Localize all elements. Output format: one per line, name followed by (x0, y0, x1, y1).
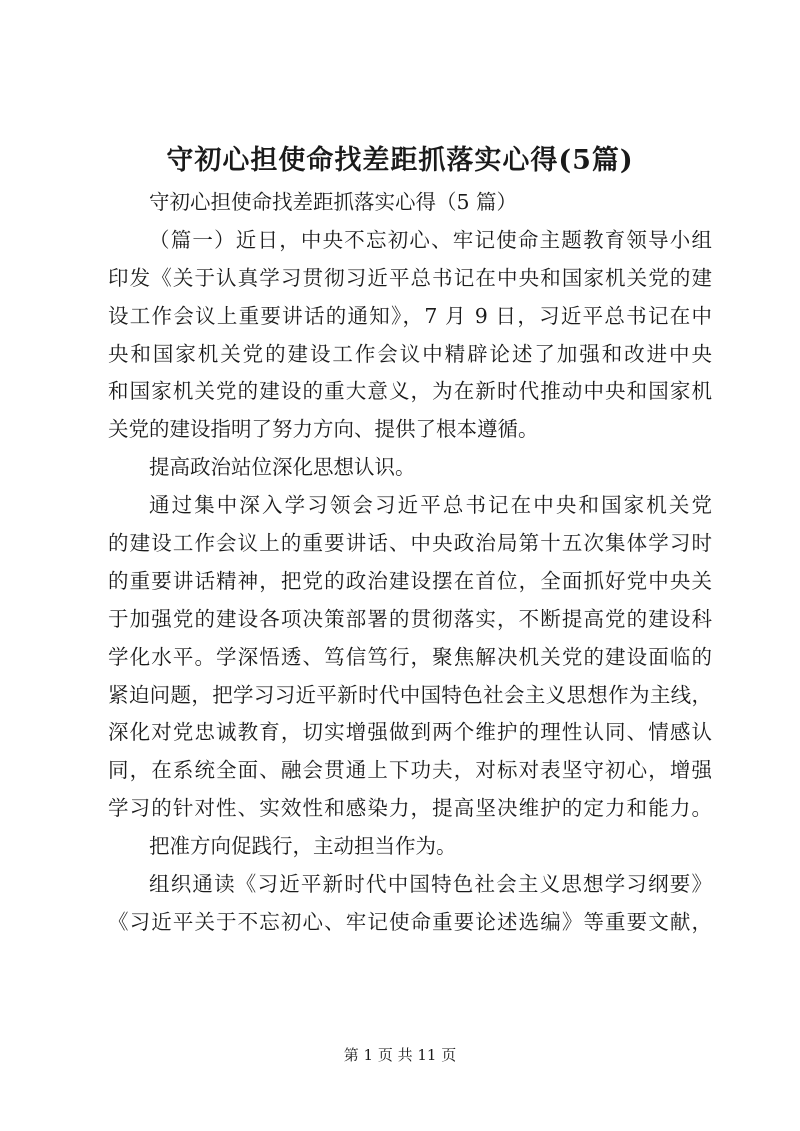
paragraph-line: 同，在系统全面、融会贯通上下功夫，对标对表坚守初心，增强 (108, 758, 712, 783)
paragraph-line: （篇一）近日，中央不忘初心、牢记使命主题教育领导小组 (149, 227, 712, 252)
paragraph-line: 的建设工作会议上的重要讲话、中央政治局第十五次集体学习时 (108, 531, 712, 556)
paragraph-line: 的重要讲话精神，把党的政治建设摆在首位，全面抓好党中央关 (108, 568, 712, 593)
section-heading-line: 提高政治站位深化思想认识。 (149, 455, 416, 480)
paragraph-line: 《习近平关于不忘初心、牢记使命重要论述选编》等重要文献， (108, 909, 712, 934)
paragraph-line: 央和国家机关党的建设工作会议中精辟论述了加强和改进中央 (108, 341, 712, 366)
paragraph-line: 和国家机关党的建设的重大意义，为在新时代推动中央和国家机 (108, 379, 712, 404)
subtitle-line: 守初心担使命找差距抓落实心得（5 篇） (149, 190, 518, 214)
paragraph-line: 设工作会议上重要讲话的通知》，7 月 9 日，习近平总书记在中 (108, 303, 712, 328)
section-heading-line: 把准方向促践行，主动担当作为。 (149, 834, 457, 859)
paragraph-line: 于加强党的建设各项决策部署的贯彻落实，不断提高党的建设科 (108, 606, 712, 631)
paragraph-line: 紧迫问题，把学习习近平新时代中国特色社会主义思想作为主线， (108, 682, 712, 707)
paragraph-line: 组织通读《习近平新时代中国特色社会主义思想学习纲要》 (149, 872, 712, 897)
document-body (108, 184, 712, 942)
page-footer (0, 1044, 800, 1066)
paragraph-line: 深化对党忠诚教育，切实增强做到两个维护的理性认同、情感认 (108, 720, 712, 745)
paragraph-line: 通过集中深入学习领会习近平总书记在中央和国家机关党 (149, 493, 712, 518)
document-title: 守初心担使命找差距抓落实心得(5篇) (166, 145, 634, 176)
paragraph-line: 学化水平。学深悟透、笃信笃行，聚焦解决机关党的建设面临的 (108, 644, 712, 669)
paragraph-line: 印发《关于认真学习贯彻习近平总书记在中央和国家机关党的建 (108, 265, 712, 290)
paragraph-line: 学习的针对性、实效性和感染力，提高坚决维护的定力和能力。 (108, 796, 712, 821)
page-number-label: 第 1 页 共 11 页 (343, 1046, 457, 1064)
paragraph-line: 关党的建设指明了努力方向、提供了根本遵循。 (108, 417, 539, 442)
